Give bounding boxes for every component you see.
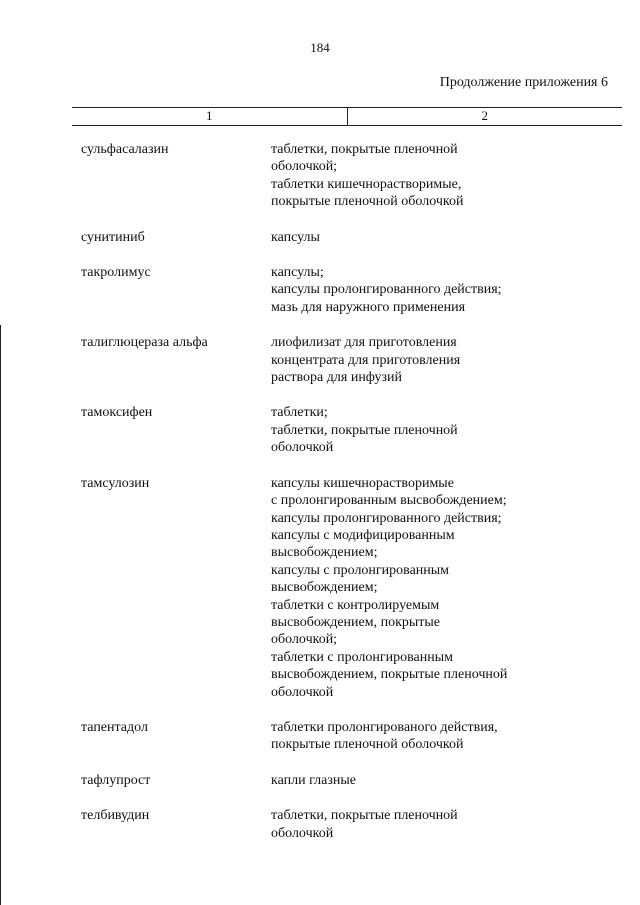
dosage-form-line: оболочкой;: [271, 159, 338, 175]
dosage-form-line: таблетки, покрытые пленочной: [271, 422, 458, 438]
scan-edge-line: [0, 325, 1, 905]
dosage-form-line: оболочкой: [271, 825, 334, 841]
drug-name: талиглюцераза альфа: [81, 335, 208, 351]
dosage-form-line: мазь для наружного применения: [271, 299, 466, 315]
drug-name: тамоксифен: [81, 405, 153, 421]
dosage-form-line: таблетки с пролонгированным: [271, 649, 454, 665]
dosage-forms: [271, 719, 551, 754]
dosage-forms: [271, 141, 551, 211]
dosage-form-line: капсулы с модифицированным: [271, 527, 455, 543]
drug-name: сунитиниб: [81, 229, 145, 245]
dosage-form-line: оболочкой: [271, 684, 334, 700]
dosage-form-line: капли глазные: [271, 772, 356, 788]
dosage-forms: [271, 772, 551, 789]
table-row: [0, 772, 640, 789]
table-body: [0, 141, 640, 860]
dosage-form-line: концентрата для приготовления: [271, 352, 461, 368]
table-header: [72, 107, 622, 126]
drug-name: сульфасалазин: [81, 142, 169, 157]
table-row: [0, 229, 640, 246]
dosage-form-line: покрытые пленочной оболочкой: [271, 737, 464, 753]
dosage-forms: [271, 334, 551, 386]
dosage-form-line: капсулы пролонгированного действия;: [271, 282, 502, 298]
page-number: 184: [310, 40, 330, 55]
table-row: [0, 807, 640, 842]
column-header-1: 1: [72, 108, 348, 125]
table-row: [0, 475, 640, 701]
dosage-forms: [271, 475, 551, 701]
table-row: [0, 141, 640, 211]
dosage-form-line: оболочкой;: [271, 632, 338, 648]
dosage-form-line: таблетки кишечнорастворимые,: [271, 176, 462, 192]
dosage-form-line: с пролонгированным высвобождением;: [271, 493, 507, 509]
dosage-form-line: таблетки, покрытые пленочной: [271, 808, 458, 824]
dosage-form-line: раствора для инфузий: [271, 370, 403, 386]
dosage-form-line: таблетки, покрытые пленочной: [271, 142, 458, 157]
dosage-form-line: капсулы с пролонгированным: [271, 562, 450, 578]
dosage-forms: [271, 229, 551, 246]
dosage-form-line: покрытые пленочной оболочкой: [271, 194, 464, 210]
column-header-2: 2: [481, 108, 488, 123]
drug-name: телбивудин: [81, 808, 150, 824]
dosage-form-line: лиофилизат для приготовления: [271, 335, 457, 351]
drug-name: тапентадол: [81, 719, 148, 735]
table-row: [0, 264, 640, 316]
drug-name: тафлупрост: [81, 772, 151, 788]
table-row: [0, 719, 640, 754]
drug-name: такролимус: [81, 265, 151, 281]
table-row: [0, 404, 640, 456]
dosage-form-line: таблетки пролонгированого действия,: [271, 719, 498, 735]
dosage-form-line: капсулы кишечнорастворимые: [271, 475, 454, 491]
dosage-form-line: высвобождением, покрытые: [271, 614, 441, 630]
table-row: [0, 334, 640, 386]
dosage-form-line: капсулы пролонгированного действия;: [271, 510, 502, 526]
dosage-forms: [271, 404, 551, 456]
dosage-form-line: таблетки;: [271, 405, 328, 421]
appendix-continuation-note: Продолжение приложения 6: [439, 75, 608, 90]
dosage-form-line: высвобождением;: [271, 580, 378, 596]
dosage-form-line: таблетки с контролируемым: [271, 597, 440, 613]
dosage-form-line: капсулы;: [271, 265, 324, 281]
dosage-form-line: высвобождением, покрытые пленочной: [271, 667, 508, 683]
dosage-forms: [271, 264, 551, 316]
dosage-form-line: высвобождением;: [271, 545, 378, 561]
dosage-form-line: оболочкой: [271, 440, 334, 456]
dosage-forms: [271, 807, 551, 842]
drug-name: тамсулозин: [81, 475, 150, 491]
dosage-form-line: капсулы: [271, 229, 320, 245]
